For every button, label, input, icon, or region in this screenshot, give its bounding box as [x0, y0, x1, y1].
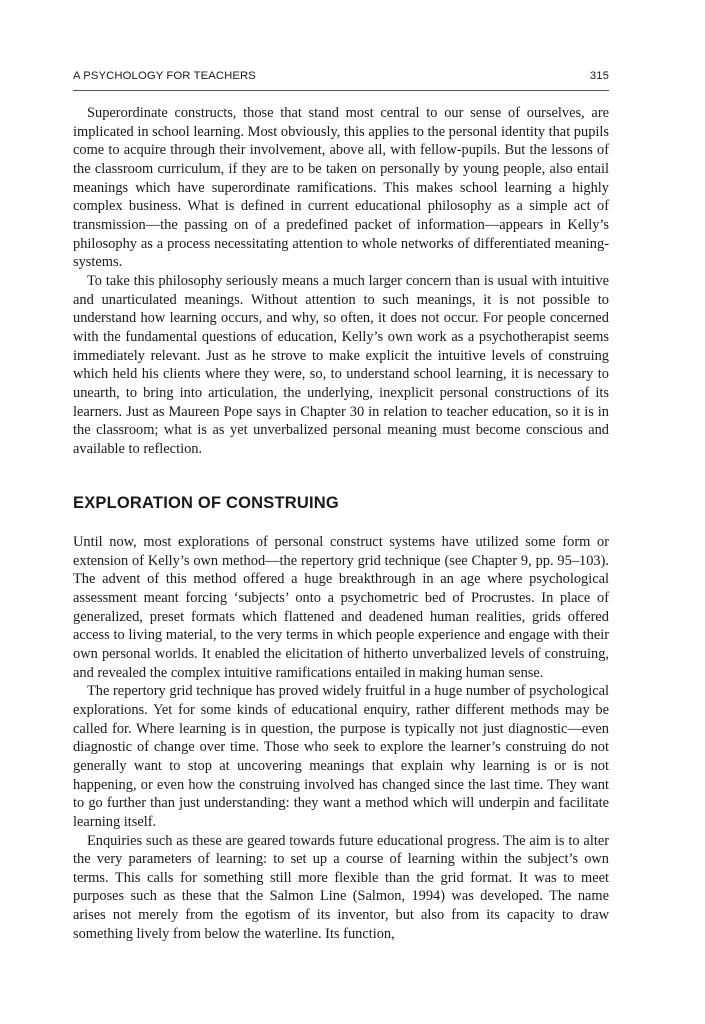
- running-title: A PSYCHOLOGY FOR TEACHERS: [73, 70, 256, 82]
- paragraph-intuitive-meanings: To take this philosophy seriously means a much larger concern than is usual with intuitive and unarticulated meanings. Without attention to such meanings, it is not possible to understand how learning occurs, and why, so often, it does not occur. For people concerned with the fundamental questions of education, Kelly’s own work as a psychotherapist seems immediately relevant. Just as he strove to make explicit the intuitive levels of construing which held his clients where they were, so, to understand school learning, it is necessary to unearth, to bring into articulation, the underlying, inexplicit personal constructions of its learners. Just as Maureen Pope says in Chapter 30 in relation to teacher education, so it is in the classroom; what is as yet unverbalized personal meaning must become conscious and available to reflection.: [73, 272, 609, 457]
- running-header: [73, 70, 609, 91]
- page-number: 315: [589, 70, 609, 82]
- paragraph-repertory-grid: Until now, most explorations of personal construct systems have utilized some form or extension of Kelly’s own method—the repertory grid technique (see Chapter 9, pp. 95–103). The advent of this method offered a huge breakthrough in an age where psychological assessment meant forcing ‘subjects’ onto a psychometric bed of Procrustes. In place of generalized, preset formats which flattened and deadened human realities, grids offered access to living material, to the very terms in which people experience and engage with their own personal worlds. It enabled the elicitation of hitherto unverbalized levels of construing, and revealed the complex intuitive ramifications entailed in making human sense.: [73, 534, 609, 681]
- section-text: [73, 533, 609, 943]
- paragraph-salmon-line: Enquiries such as these are geared towards future educational progress. The aim is to alter the very parameters of learning: to set up a course of learning within the subject’s own terms. This calls for something still more flexible than the grid format. It was to meet purposes such as these that the Salmon Line (Salmon, 1994) was developed. The name arises not merely from the egotism of its inventor, but also from its capacity to draw something lively from below the waterline. Its function,: [73, 832, 609, 942]
- paragraph-superordinate-constructs: Superordinate constructs, those that stand most central to our sense of ourselves, are implicated in school learning. Most obviously, this applies to the personal identity that pupils come to acquire through their involvement, above all, with fellow-pupils. But the lessons of the classroom curriculum, if they are to be taken on personally by young people, also entail meanings which have superordinate ramifications. This makes school learning a highly complex business. What is defined in current educational philosophy as a simple act of transmission—the passing on of a predefined packet of information—appears in Kelly’s philosophy as a process necessitating attention to whole networks of differentiated meaning-systems.: [73, 105, 609, 271]
- section-heading: EXPLORATION OF CONSTRUING: [73, 494, 339, 512]
- paragraph-educational-enquiry: The repertory grid technique has proved widely fruitful in a huge number of psychological explorations. Yet for some kinds of educational enquiry, rather different methods may be called for. Where learning is in question, the purpose is typically not just diagnostic—even diagnostic of change over time. Those who seek to explore the learner’s construing do not generally want to stop at uncovering meanings that explain why learning is or is not happening, or even how the construing involved has changed since the last time. They want to go further than just understanding: they want a method which will underpin and facilitate learning itself.: [73, 683, 609, 830]
- intro-text: [73, 104, 609, 458]
